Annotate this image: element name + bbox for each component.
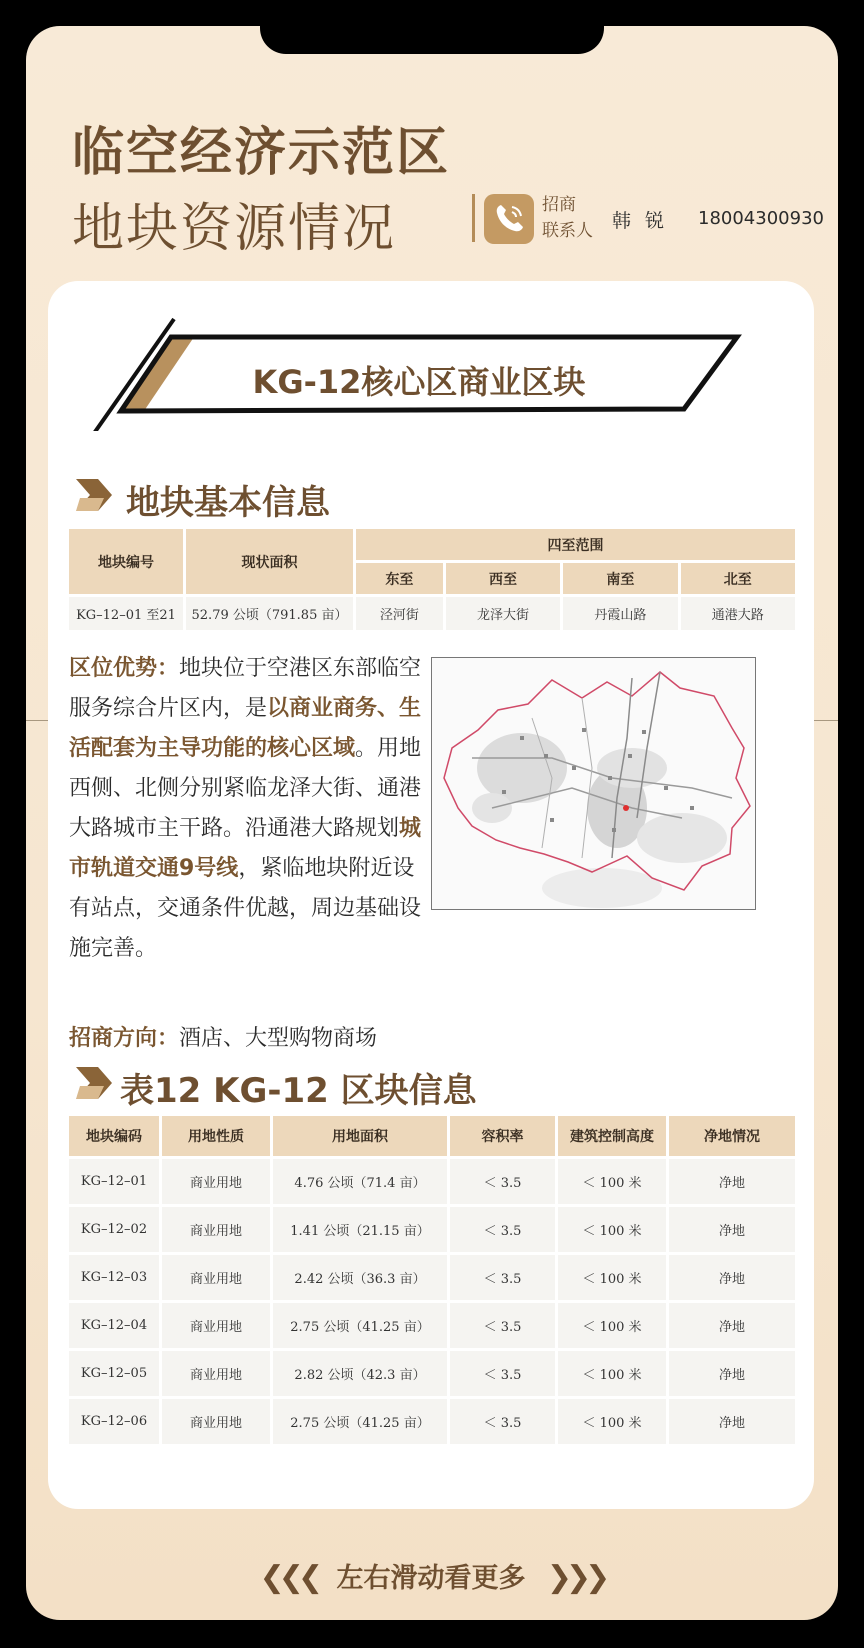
- investment-label: 招商方向：: [69, 1026, 180, 1051]
- cell-code: KG–12–02: [69, 1207, 159, 1252]
- block-banner: [84, 301, 744, 431]
- cell-code: KG–12–05: [69, 1351, 159, 1396]
- cell-far: ＜ 3.5: [450, 1159, 555, 1204]
- contact-divider: [472, 194, 475, 242]
- cell-height: ＜ 100 米: [558, 1255, 666, 1300]
- investment-direction: [69, 1021, 377, 1052]
- top-notch: [260, 26, 604, 54]
- cell-code: KG–12–06: [69, 1399, 159, 1444]
- cell-height: ＜ 100 米: [558, 1159, 666, 1204]
- col-far: 容积率: [450, 1116, 555, 1156]
- swipe-hint-text: 左右滑动看更多: [336, 1563, 526, 1594]
- cell-east: 泾河街: [356, 597, 443, 630]
- table-row: [69, 1255, 795, 1300]
- cell-code: KG–12–03: [69, 1255, 159, 1300]
- location-text-2: 。用地西侧、北侧分别紧临龙泽大街、通港大路城市主干路。沿通港大路规划: [69, 736, 422, 841]
- location-text-3: ，紧临地块附近设有站点，交通条件优越，周边基础设施完善。: [69, 856, 422, 961]
- location-highlight-2: 城市轨道交通9号线: [69, 816, 422, 881]
- table-row: [69, 1207, 795, 1252]
- cell-far: ＜ 3.5: [450, 1255, 555, 1300]
- location-highlight-1: 以商业商务、生活配套为主导功能的核心区域: [69, 696, 422, 761]
- contact-type-line1: 招商: [542, 195, 576, 215]
- contact-block[interactable]: [472, 186, 832, 266]
- location-map: [431, 657, 756, 910]
- cell-area: 2.75 公顷（41.25 亩）: [273, 1399, 447, 1444]
- cell-far: ＜ 3.5: [450, 1303, 555, 1348]
- col-east: 东至: [356, 563, 443, 594]
- cell-clearance: 净地: [669, 1399, 795, 1444]
- cell-use: 商业用地: [162, 1399, 270, 1444]
- cell-clearance: 净地: [669, 1303, 795, 1348]
- cell-use: 商业用地: [162, 1303, 270, 1348]
- basic-info-table: [66, 526, 798, 633]
- right-arrows-icon: ❯❯❯: [546, 1560, 605, 1595]
- cell-area: 2.82 公顷（42.3 亩）: [273, 1351, 447, 1396]
- contact-name: 韩锐: [612, 210, 679, 232]
- cell-code: KG–12–04: [69, 1303, 159, 1348]
- contact-type-line2: 联系人: [542, 221, 593, 241]
- cell-clearance: 净地: [669, 1255, 795, 1300]
- table-row: [69, 1159, 795, 1204]
- col-west: 西至: [446, 563, 560, 594]
- col-area: 现状面积: [186, 529, 353, 594]
- banner-title: KG-12核心区商业区块: [252, 363, 586, 401]
- section-title: 地块基本信息: [126, 483, 330, 523]
- page-card: [26, 26, 838, 1620]
- table-row: [69, 1351, 795, 1396]
- table-header-row: [69, 1116, 795, 1156]
- col-north: 北至: [681, 563, 795, 594]
- cell-clearance: 净地: [669, 1207, 795, 1252]
- cell-south: 丹霞山路: [563, 597, 677, 630]
- cell-clearance: 净地: [669, 1159, 795, 1204]
- page-subtitle: 地块资源情况: [72, 199, 397, 259]
- cell-use: 商业用地: [162, 1159, 270, 1204]
- cell-west: 龙泽大街: [446, 597, 560, 630]
- col-height: 建筑控制高度: [558, 1116, 666, 1156]
- left-arrows-icon: ❮❮❮: [259, 1560, 318, 1595]
- cell-area: 2.42 公顷（36.3 亩）: [273, 1255, 447, 1300]
- col-south: 南至: [563, 563, 677, 594]
- parcel-table: [66, 1113, 798, 1447]
- cell-height: ＜ 100 米: [558, 1351, 666, 1396]
- section-chevron-icon: [76, 1067, 114, 1103]
- section-chevron-icon: [76, 479, 114, 515]
- cell-height: ＜ 100 米: [558, 1303, 666, 1348]
- cell-clearance: 净地: [669, 1351, 795, 1396]
- col-parcel-id: 地块编号: [69, 529, 183, 594]
- location-paragraph: [69, 649, 425, 969]
- divider-line-right: [814, 720, 838, 721]
- col-area: 用地面积: [273, 1116, 447, 1156]
- cell-parcel-id: KG–12–01 至21: [69, 597, 183, 630]
- table-row: [69, 597, 795, 630]
- cell-code: KG–12–01: [69, 1159, 159, 1204]
- content-panel: [48, 281, 814, 1509]
- investment-value: 酒店、大型购物商场: [179, 1026, 378, 1051]
- table-row: [69, 1303, 795, 1348]
- contact-type: [542, 192, 593, 244]
- cell-far: ＜ 3.5: [450, 1399, 555, 1444]
- cell-area: 52.79 公顷（791.85 亩）: [186, 597, 353, 630]
- cell-height: ＜ 100 米: [558, 1207, 666, 1252]
- cell-use: 商业用地: [162, 1207, 270, 1252]
- location-label: 区位优势：: [69, 656, 180, 681]
- cell-height: ＜ 100 米: [558, 1399, 666, 1444]
- cell-area: 4.76 公顷（71.4 亩）: [273, 1159, 447, 1204]
- cell-north: 通港大路: [681, 597, 795, 630]
- cell-far: ＜ 3.5: [450, 1351, 555, 1396]
- table-header-row: [69, 529, 795, 560]
- section-title: 表12 KG-12 区块信息: [120, 1071, 477, 1111]
- page-title: 临空经济示范区: [72, 123, 451, 183]
- cell-area: 1.41 公顷（21.15 亩）: [273, 1207, 447, 1252]
- cell-area: 2.75 公顷（41.25 亩）: [273, 1303, 447, 1348]
- table-row: [69, 1399, 795, 1444]
- phone-icon[interactable]: [484, 194, 534, 244]
- contact-phone[interactable]: 18004300930: [698, 208, 824, 229]
- divider-line-left: [26, 720, 48, 721]
- col-bounds: 四至范围: [356, 529, 795, 560]
- cell-use: 商业用地: [162, 1255, 270, 1300]
- cell-far: ＜ 3.5: [450, 1207, 555, 1252]
- location-text-1: 地块位于空港区东部临空服务综合片区内，是: [69, 656, 422, 721]
- col-use: 用地性质: [162, 1116, 270, 1156]
- swipe-hint[interactable]: [26, 1556, 838, 1595]
- col-clearance: 净地情况: [669, 1116, 795, 1156]
- col-code: 地块编码: [69, 1116, 159, 1156]
- cell-use: 商业用地: [162, 1351, 270, 1396]
